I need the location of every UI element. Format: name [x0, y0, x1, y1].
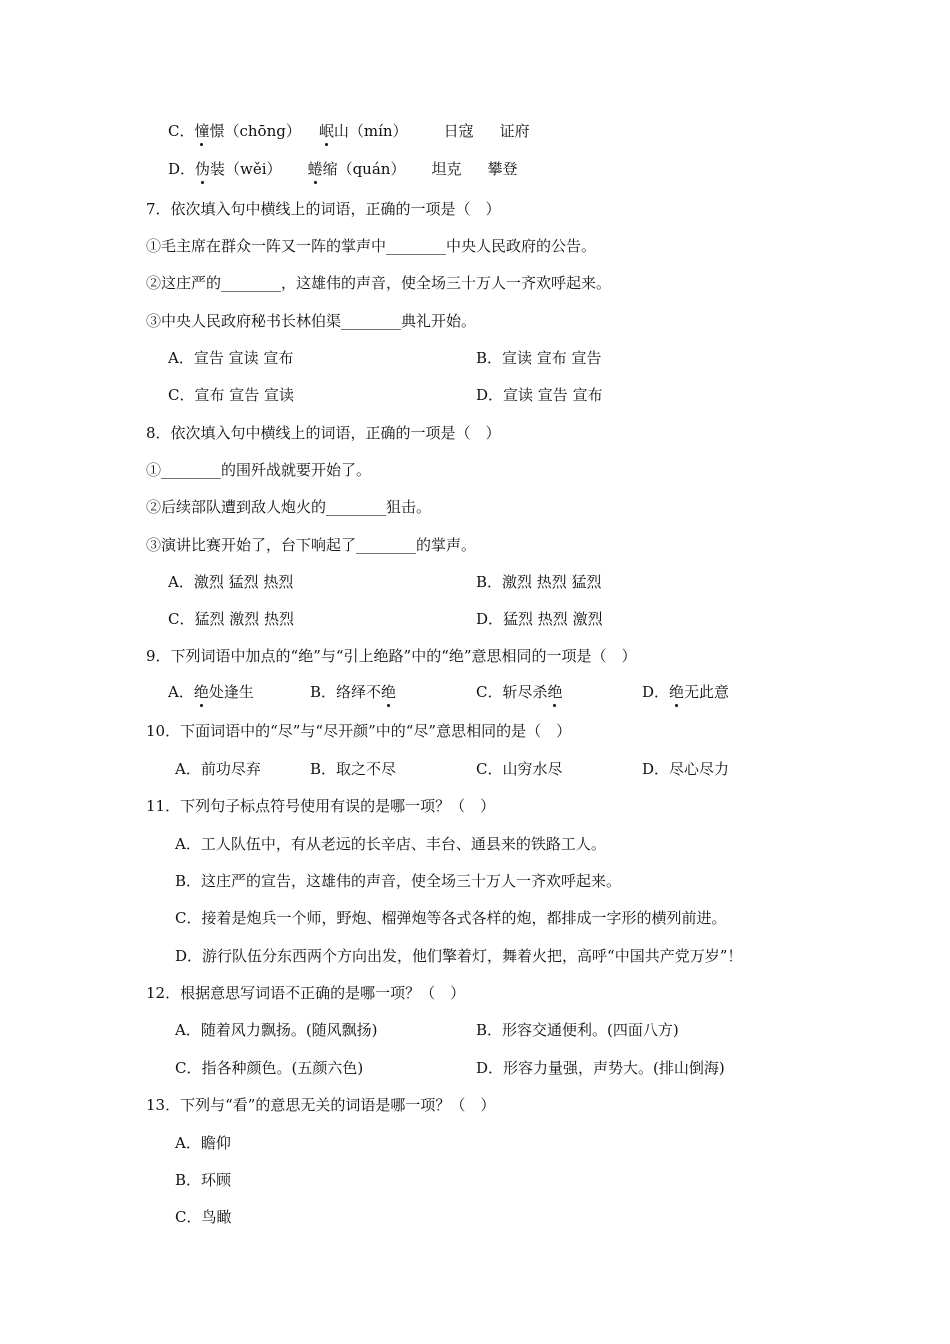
q11-stem: 11．下列句子标点符号使用有误的是哪一项？（ ） — [146, 797, 496, 815]
q13-option-c[interactable]: C．鸟瞰 — [175, 1208, 232, 1226]
option-letter: A． — [168, 683, 194, 701]
q6-option-c[interactable] — [168, 121, 530, 141]
q13-option-a[interactable]: A．瞻仰 — [175, 1134, 231, 1152]
q10-option-d[interactable]: D．尽心尽力 — [642, 760, 730, 778]
option-letter: D． — [642, 683, 670, 701]
q10-option-b[interactable]: B．取之不尽 — [310, 760, 397, 778]
dotted-char: 绝 — [547, 683, 563, 701]
dotted-char: 绝 — [381, 683, 397, 701]
word-text: 憬（chōng） — [209, 122, 301, 140]
word-text: B．络绎不 — [310, 683, 382, 701]
q8-option-a[interactable]: A．激烈 猛烈 热烈 — [168, 573, 294, 591]
q7-sentence-1: ①毛主席在群众一阵又一阵的掌声中________中央人民政府的公告。 — [146, 237, 597, 255]
q12-option-d[interactable]: D．形容力量强，声势大。(排山倒海) — [476, 1059, 725, 1077]
word-text: 处逢生 — [208, 683, 254, 701]
q8-option-d[interactable]: D．猛烈 热烈 激烈 — [476, 610, 603, 628]
q12-option-a[interactable]: A．随着风力飘扬。(随风飘扬) — [175, 1021, 378, 1039]
q8-sentence-2: ②后续部队遭到敌人炮火的________狙击。 — [146, 498, 432, 516]
word-text: 无此意 — [684, 683, 730, 701]
q7-option-a[interactable]: A．宣告 宣读 宣布 — [168, 349, 294, 367]
dotted-char: 伪 — [195, 160, 211, 178]
q8-sentence-3: ③演讲比赛开始了，台下响起了________的掌声。 — [146, 536, 477, 554]
q7-option-c[interactable]: C．宣布 宣告 宣读 — [168, 386, 295, 404]
q9-option-a[interactable] — [168, 682, 254, 702]
q12-stem: 12．根据意思写词语不正确的是哪一项？（ ） — [146, 984, 466, 1002]
q11-option-a[interactable]: A．工人队伍中，有从老远的长辛店、丰台、通县来的铁路工人。 — [175, 835, 606, 853]
q10-option-a[interactable]: A．前功尽弃 — [175, 760, 261, 778]
q8-sentence-1: ①________的围歼战就要开始了。 — [146, 461, 372, 479]
word-text: 坦克 — [431, 160, 462, 178]
dotted-char: 憧 — [194, 122, 210, 140]
option-letter: D． — [168, 160, 196, 178]
q10-stem: 10．下面词语中的“尽”与“尽开颜”中的“尽”意思相同的是（ ） — [146, 722, 572, 740]
q12-option-c[interactable]: C．指各种颜色。(五颜六色) — [175, 1059, 364, 1077]
q7-option-d[interactable]: D．宣读 宣告 宣布 — [476, 386, 603, 404]
q8-option-b[interactable]: B．激烈 热烈 猛烈 — [476, 573, 602, 591]
q13-stem: 13．下列与“看”的意思无关的词语是哪一项？（ ） — [146, 1096, 496, 1114]
dotted-char: 蜷 — [307, 160, 323, 178]
dotted-char: 岷 — [318, 122, 334, 140]
word-text: 日寇 — [443, 122, 474, 140]
word-text: 山（mín） — [333, 122, 408, 140]
word-text: 攀登 — [487, 160, 518, 178]
q9-option-c[interactable] — [476, 682, 563, 702]
q9-option-d[interactable] — [642, 682, 729, 702]
q9-stem: 9．下列词语中加点的“绝”与“引上绝路”中的“绝”意思相同的一项是（ ） — [146, 647, 637, 665]
q7-stem: 7．依次填入句中横线上的词语，正确的一项是（ ） — [146, 200, 501, 218]
q10-option-c[interactable]: C．山穷水尽 — [476, 760, 563, 778]
word-text: C．斩尽杀 — [476, 683, 548, 701]
q11-option-c[interactable]: C．接着是炮兵一个师，野炮、榴弹炮等各式各样的炮，都排成一字形的横列前进。 — [175, 909, 727, 927]
q8-stem: 8．依次填入句中横线上的词语，正确的一项是（ ） — [146, 424, 501, 442]
q11-option-b[interactable]: B．这庄严的宣告，这雄伟的声音，使全场三十万人一齐欢呼起来。 — [175, 872, 622, 890]
option-letter: C． — [168, 122, 195, 140]
q13-option-b[interactable]: B．环顾 — [175, 1171, 232, 1189]
q7-option-b[interactable]: B．宣读 宣布 宣告 — [476, 349, 602, 367]
dotted-char: 绝 — [193, 683, 209, 701]
q12-option-b[interactable]: B．形容交通便利。(四面八方) — [476, 1021, 679, 1039]
dotted-char: 绝 — [669, 683, 685, 701]
q6-option-d[interactable] — [168, 159, 517, 179]
q9-option-b[interactable] — [310, 682, 396, 702]
q7-sentence-2: ②这庄严的________，这雄伟的声音，使全场三十万人一齐欢呼起来。 — [146, 274, 612, 292]
q11-option-d[interactable]: D．游行队伍分东西两个方向出发，他们擎着灯，舞着火把，高呼“中国共产党万岁”！ — [175, 947, 743, 965]
q7-sentence-3: ③中央人民政府秘书长林伯渠________典礼开始。 — [146, 312, 477, 330]
word-text: 证府 — [499, 122, 530, 140]
word-text: 缩（quán） — [322, 160, 406, 178]
q8-option-c[interactable]: C．猛烈 激烈 热烈 — [168, 610, 295, 628]
word-text: 装（wěi） — [210, 160, 282, 178]
